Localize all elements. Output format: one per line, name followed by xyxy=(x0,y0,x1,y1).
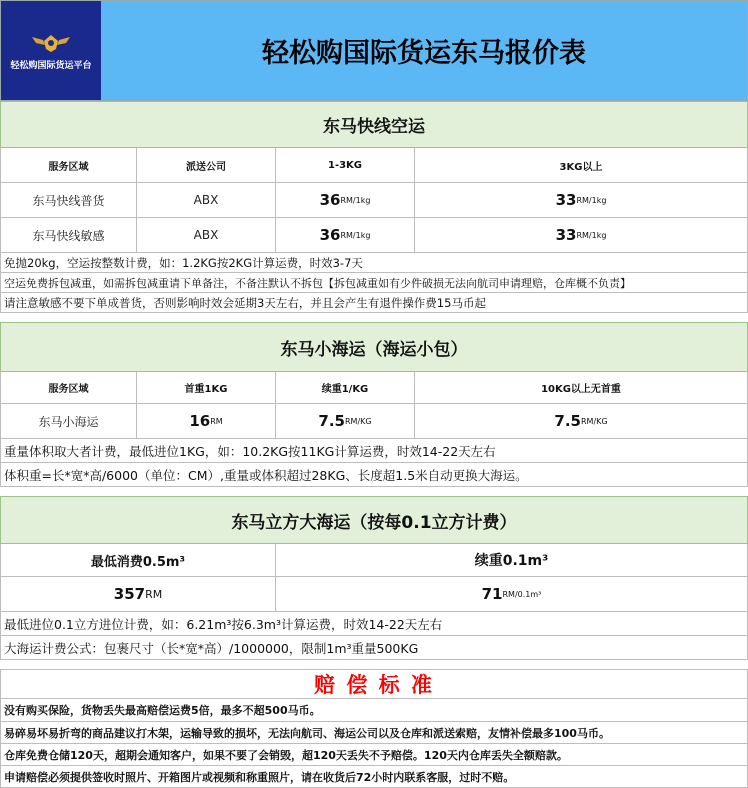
claim-line-2: 易碎易坏易折弯的商品建议打木架，运输导致的损坏，无法向航司、海运公司以及仓库和派送索赔，友情补偿最多100马币。 xyxy=(0,722,748,744)
claim-line-4: 申请赔偿必须提供签收时照片、开箱图片或视频和称重照片，请在收货后72小时内联系客服，过时不赔。 xyxy=(0,766,748,788)
big-sea-section-title: 东马立方大海运（按每0.1立方计费） xyxy=(0,496,748,544)
small-sea-col-10kg: 10KG以上无首重 xyxy=(415,372,748,404)
small-sea-price-next: 7.5 RM/KG xyxy=(276,404,415,439)
air-col-company: 派送公司 xyxy=(137,148,276,183)
small-sea-header-row xyxy=(0,372,748,404)
small-sea-area: 东马小海运 xyxy=(0,404,137,439)
claims-title: 赔 偿 标 准 xyxy=(0,669,748,699)
air-company: ABX xyxy=(137,218,276,253)
table-row xyxy=(0,404,748,439)
air-price-1-3kg: 36 RM/1kg xyxy=(276,183,415,218)
air-col-3kg-plus: 3KG以上 xyxy=(415,148,748,183)
claim-line-3: 仓库免费仓储120天，超期会通知客户，如果不要了会销毁，超120天丢失不予赔偿。120天内仓库丢失全额赔款。 xyxy=(0,744,748,766)
big-sea-col-min: 最低消费0.5m³ xyxy=(0,544,276,577)
air-area: 东马快线普货 xyxy=(0,183,137,218)
air-price-1-3kg: 36 RM/1kg xyxy=(276,218,415,253)
logo-text: 轻松购国际货运平台 xyxy=(10,60,92,71)
small-sea-col-first: 首重1KG xyxy=(137,372,276,404)
air-col-area: 服务区域 xyxy=(0,148,137,183)
logo-wings-icon xyxy=(28,31,74,55)
table-row xyxy=(0,577,748,612)
claim-line-1: 没有购买保险，货物丢失最高赔偿运费5倍，最多不超500马币。 xyxy=(0,699,748,722)
air-section-title: 东马快线空运 xyxy=(0,101,748,148)
air-area: 东马快线敏感 xyxy=(0,218,137,253)
big-sea-note-2: 大海运计费公式：包裹尺寸（长*宽*高）/1000000，限制1m³重量500KG xyxy=(0,636,748,660)
small-sea-price-10kg: 7.5 RM/KG xyxy=(415,404,748,439)
air-header-row xyxy=(0,148,748,183)
big-sea-price-min: 357 RM xyxy=(0,577,276,612)
small-sea-price-first: 16 RM xyxy=(137,404,276,439)
air-note-2: 空运免费拆包减重，如需拆包减重请下单备注，不备注默认不拆包【拆包减重如有少件破损无法向航司申请理赔，仓库概不负责】 xyxy=(0,273,748,293)
big-sea-header-row xyxy=(0,544,748,577)
big-sea-col-next: 续重0.1m³ xyxy=(276,544,748,577)
air-note-1: 免抛20kg，空运按整数计费，如：1.2KG按2KG计算运费，时效3-7天 xyxy=(0,253,748,273)
small-sea-note-2: 体积重=长*宽*高/6000（单位：CM）,重量或体积超过28KG、长度超1.5米自动更换大海运。 xyxy=(0,463,748,487)
table-row xyxy=(0,218,748,253)
header-banner xyxy=(0,0,748,101)
air-note-3: 请注意敏感不要下单成普货，否则影响时效会延期3天左右，并且会产生有退件操作费15马币起 xyxy=(0,293,748,313)
big-sea-note-1: 最低进位0.1立方进位计费，如：6.21m³按6.3m³计算运费，时效14-22天左右 xyxy=(0,612,748,636)
air-price-3kg-plus: 33 RM/1kg xyxy=(415,218,748,253)
air-company: ABX xyxy=(137,183,276,218)
small-sea-section-title: 东马小海运（海运小包） xyxy=(0,322,748,372)
air-price-3kg-plus: 33 RM/1kg xyxy=(415,183,748,218)
table-row xyxy=(0,183,748,218)
small-sea-note-1: 重量体积取大者计费，最低进位1KG，如：10.2KG按11KG计算运费，时效14-22天左右 xyxy=(0,439,748,463)
air-col-1-3kg: 1-3KG xyxy=(276,148,415,183)
logo xyxy=(1,1,101,100)
small-sea-col-area: 服务区域 xyxy=(0,372,137,404)
big-sea-price-next: 71 RM/0.1m³ xyxy=(276,577,748,612)
page-title: 轻松购国际货运东马报价表 xyxy=(262,38,586,69)
small-sea-col-next: 续重1/KG xyxy=(276,372,415,404)
